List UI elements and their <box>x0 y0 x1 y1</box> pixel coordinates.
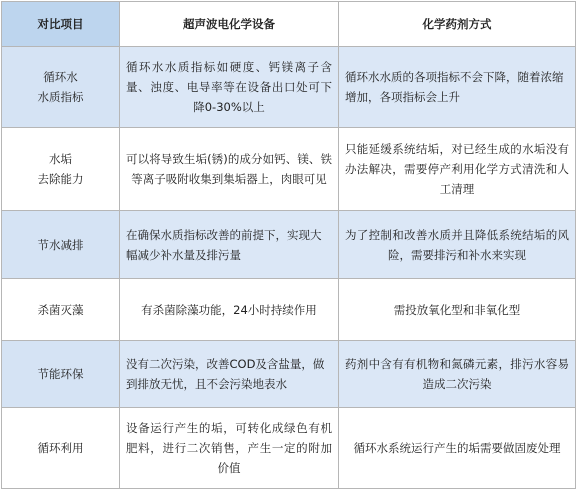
chemical-cell: 药剂中含有有机物和氮磷元素，排污水容易造成二次污染 <box>339 341 576 408</box>
row-label: 循环利用 <box>2 408 120 489</box>
table-row <box>2 128 576 211</box>
ultrasonic-cell: 设备运行产生的垢，可转化成绿色有机肥料，进行二次销售，产生一定的附加价值 <box>120 408 339 489</box>
header-ultrasonic-device: 超声波电化学设备 <box>120 2 339 47</box>
comparison-table <box>1 1 576 489</box>
ultrasonic-cell: 可以将导致生垢(锈)的成分如钙、镁、铁等离子吸附收集到集垢器上，肉眼可见 <box>120 128 339 211</box>
table-header-row <box>2 2 576 47</box>
row-label: 循环水 水质指标 <box>2 47 120 128</box>
chemical-cell: 只能延缓系统结垢，对已经生成的水垢没有办法解决，需要停产利用化学方式清洗和人工清理 <box>339 128 576 211</box>
row-label: 节水减排 <box>2 211 120 279</box>
row-label: 杀菌灭藻 <box>2 279 120 341</box>
chemical-cell: 循环水系统运行产生的垢需要做固废处理 <box>339 408 576 489</box>
header-chemical-method: 化学药剂方式 <box>339 2 576 47</box>
ultrasonic-cell: 没有二次污染，改善COD及含盐量，做到排放无忧，且不会污染地表水 <box>120 341 339 408</box>
chemical-cell: 为了控制和改善水质并且降低系统结垢的风险，需要排污和补水来实现 <box>339 211 576 279</box>
table-row <box>2 47 576 128</box>
ultrasonic-cell: 有杀菌除藻功能，24小时持续作用 <box>120 279 339 341</box>
ultrasonic-cell: 循环水水质指标如硬度、钙镁离子含量、浊度、电导率等在设备出口处可下降0-30%以上 <box>120 47 339 128</box>
table-row <box>2 341 576 408</box>
chemical-cell: 需投放氧化型和非氧化型 <box>339 279 576 341</box>
table-row <box>2 211 576 279</box>
row-label: 节能环保 <box>2 341 120 408</box>
table-row <box>2 279 576 341</box>
ultrasonic-cell: 在确保水质指标改善的前提下，实现大幅减少补水量及排污量 <box>120 211 339 279</box>
row-label: 水垢 去除能力 <box>2 128 120 211</box>
table-row <box>2 408 576 489</box>
header-compare-item: 对比项目 <box>2 2 120 47</box>
chemical-cell: 循环水水质的各项指标不会下降，随着浓缩增加，各项指标会上升 <box>339 47 576 128</box>
